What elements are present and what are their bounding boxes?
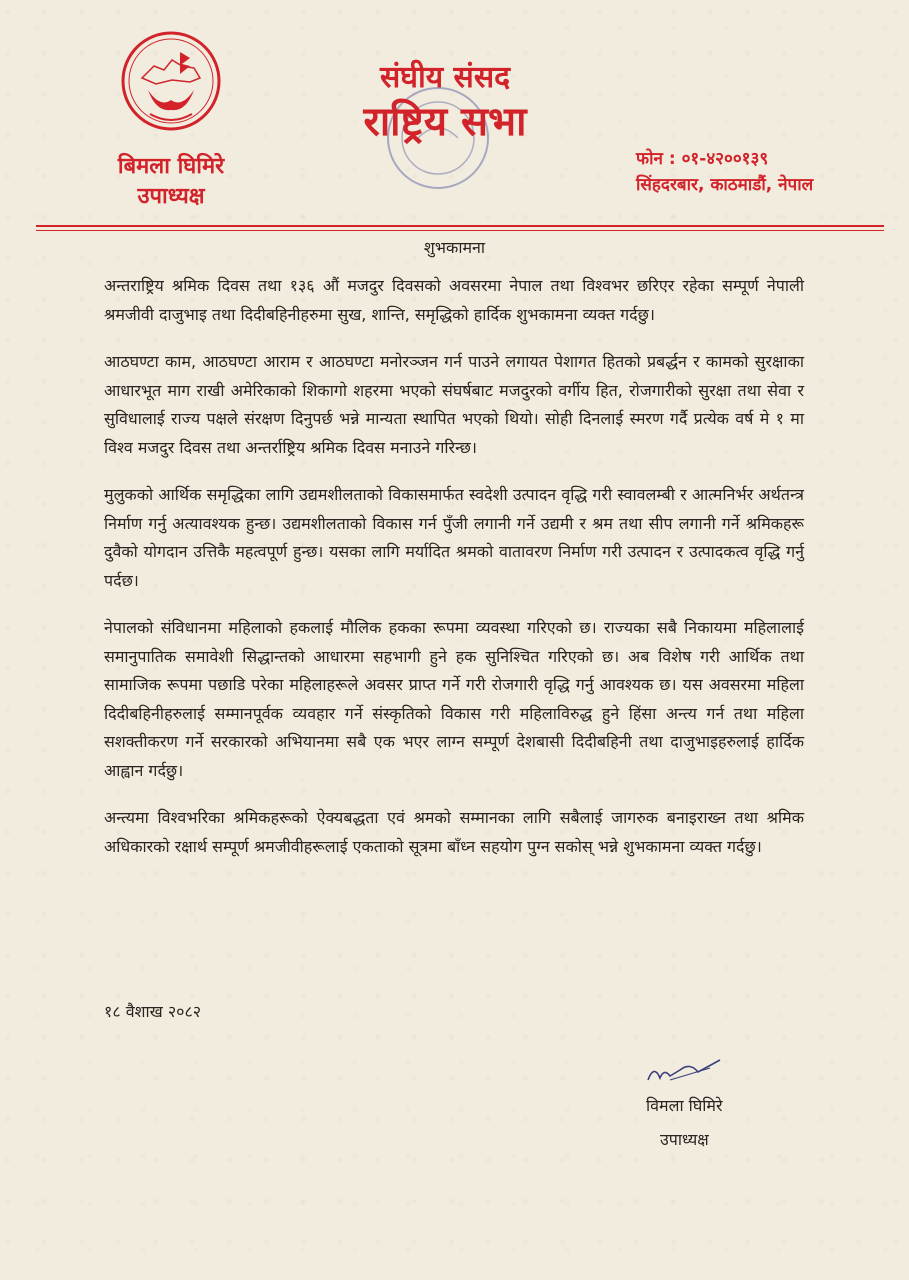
paragraph: मुलुकको आर्थिक समृद्धिका लागि उद्यमशीलताको विकासमार्फत स्वदेशी उत्पादन वृद्धि गरी स्वावलम्बी र आत्मनिर्भर अर्थतन्त्र निर्माण गर्नु अत्यावश्यक हुन्छ। उद्यमशीलताको विकास गर्न पुँजी लगानी गर्ने उद्यमी र श्रम तथा सीप लगानी गर्ने श्रमिकहरू दुवैको योगदान उत्तिकै महत्वपूर्ण हुन्छ। यसका लागि मर्यादित श्रमको वातावरण निर्माण गरी उत्पादन र उत्पादकत्व वृद्धि गर्नु पर्दछ। <box>104 485 804 590</box>
paragraph: नेपालको संविधानमा महिलाको हकलाई मौलिक हकका रूपमा व्यवस्था गरिएको छ। राज्यका सबै निकायमा महिलालाई समानुपातिक समावेशी सिद्धान्तको आधारमा सहभागी हुने हक सुनिश्चित गरिएको छ। अब विशेष गरी आर्थिक तथा सामाजिक रूपमा पछाडि परेका महिलाहरूले अवसर प्राप्त गर्ने गरी रोजगारी वृद्धि गर्नु आवश्यक छ। यस अवसरमा महिला दिदीबहिनीहरुलाई सम्मानपूर्वक व्यवहार गर्ने संस्कृतिको विकास गरी महिलाविरुद्ध हुने हिंसा अन्त्य गर्न तथा महिला सशक्तीकरण गर्ने सरकारको अभियानमा सबै एक भएर लाग्न सम्पूर्ण देशबासी दिदीबहिनी तथा दाजुभाइहरुलाई हार्दिक आह्वान गर्दछु। <box>104 618 804 780</box>
institution-line-1: संघीय संसद <box>379 60 511 95</box>
contact-phone: फोन : ०१-४२००१३९ <box>636 149 769 169</box>
letterhead-name-block <box>96 152 246 212</box>
header-divider <box>36 225 884 227</box>
letter-subject: शुभकामना <box>423 238 486 257</box>
signatory-name: विमला घिमिरे <box>646 1096 723 1115</box>
paragraph: अन्त्यमा विश्वभरिका श्रमिकहरूको ऐक्यबद्धता एवं श्रमको सम्मानका लागि सबैलाई जागरुक बनाइराख्न तथा श्रमिक अधिकारको रक्षार्थ सम्पूर्ण श्रमजीवीहरूलाई एकताको सूत्रमा बाँध्न सहयोग पुग्न सकोस् भन्ने शुभकामना व्यक्त गर्दछु। <box>104 808 804 856</box>
signatory-title: उपाध्यक्ष <box>660 1130 709 1149</box>
institution-line-2: राष्ट्रिय सभा <box>363 99 527 145</box>
header-divider-thin <box>36 230 884 231</box>
letter-date: १८ वैशाख २०८२ <box>104 1002 202 1021</box>
letter-body <box>104 272 804 880</box>
letterhead-title: उपाध्यक्ष <box>137 184 205 209</box>
letterhead-institution <box>320 58 570 146</box>
nepal-emblem-icon <box>120 30 222 132</box>
handwritten-signature-icon <box>640 1050 730 1090</box>
letterhead-contact <box>636 146 866 198</box>
letterhead-name: बिमला घिमिरे <box>117 154 225 179</box>
paragraph: आठघण्टा काम, आठघण्टा आराम र आठघण्टा मनोरञ्जन गर्न पाउने लगायत पेशागत हितको प्रबर्द्धन र कामको सुरक्षाका आधारभूत माग राखी अमेरिकाको शिकागो शहरमा भएको संघर्षबाट मजदुरको वर्गीय हित, रोजगारीको सुरक्षा तथा सेवा र सुविधालाई राज्य पक्षले संरक्षण दिनुपर्छ भन्ने मान्यता स्थापित भएको थियो। सोही दिनलाई स्मरण गर्दै प्रत्येक वर्ष मे १ मा विश्व मजदुर दिवस तथा अन्तर्राष्ट्रिय श्रमिक दिवस मनाउने गरिन्छ। <box>104 352 804 457</box>
contact-address: सिंहदरबार, काठमाडौं, नेपाल <box>636 175 814 195</box>
paragraph: अन्तराष्ट्रिय श्रमिक दिवस तथा १३६ औं मजदुर दिवसको अवसरमा नेपाल तथा विश्वभर छरिएर रहेका सम्पूर्ण नेपाली श्रमजीवी दाजुभाइ तथा दिदीबहिनीहरुमा सुख, शान्ति, समृद्धिको हार्दिक शुभकामना व्यक्त गर्दछु। <box>104 276 804 324</box>
